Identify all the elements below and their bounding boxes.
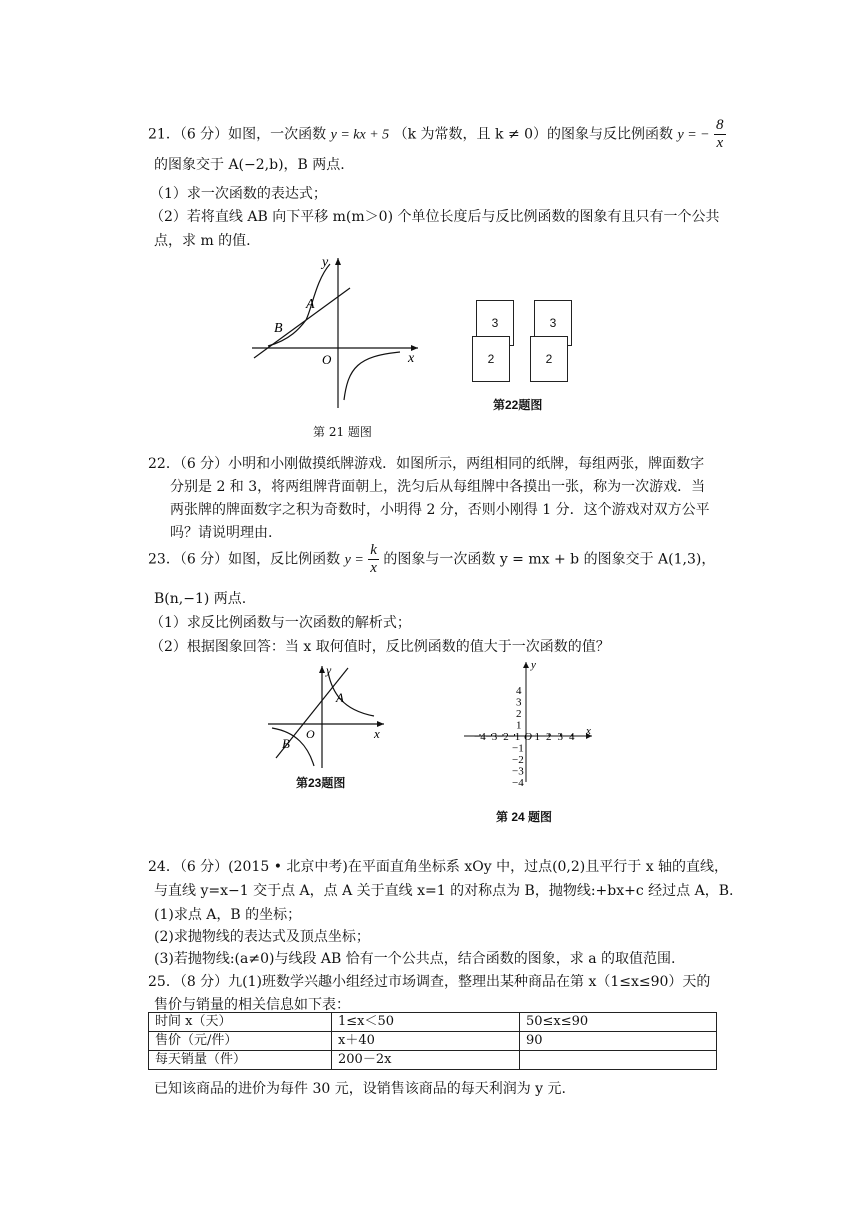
q22-line2: 分别是 2 和 3，将两组牌背面朝上，洗匀后从每组牌中各摸出一张，称为一次游戏．当 bbox=[170, 479, 706, 495]
table-cell: 时间 x（天） bbox=[149, 1013, 332, 1032]
q23-frac-num: k bbox=[370, 542, 377, 558]
q21-caption: 第 21 题图 bbox=[313, 425, 372, 439]
q21-part2: （2）若将直线 AB 向下平移 m(m＞0) 个单位长度后与反比例函数的图象有且只有一个公共 bbox=[150, 209, 720, 225]
q23-figure bbox=[262, 662, 392, 772]
fig24-xtick: 1 bbox=[534, 731, 540, 743]
q21-figure bbox=[240, 250, 430, 420]
fig24-ytick: −1 bbox=[512, 742, 524, 755]
q21-linear-expr: y = kx + 5 bbox=[330, 127, 390, 143]
q24-line1: 24．（6 分）(2015 • 北京中考)在平面直角坐标系 xOy 中，过点(0,2)且平行于 x 轴的直线， bbox=[148, 859, 729, 875]
q23-y: y = bbox=[344, 552, 364, 568]
q21-label-x: x bbox=[408, 351, 415, 366]
q23-label-b: B bbox=[282, 736, 290, 751]
q23-intro: 23．（6 分）如图，反比例函数 bbox=[148, 551, 341, 568]
q25-line2: 售价与销量的相关信息如下表： bbox=[154, 997, 350, 1013]
table-cell: 每天销量（件） bbox=[149, 1051, 332, 1070]
q21-label-y: y bbox=[322, 255, 329, 270]
table-cell: x＋40 bbox=[332, 1032, 520, 1051]
q24-part2: (2)求抛物线的表达式及顶点坐标； bbox=[154, 929, 370, 945]
q21-frac-num: 8 bbox=[716, 117, 724, 133]
q23-label-o: O bbox=[306, 727, 315, 741]
fig24-xtick: O bbox=[524, 731, 532, 743]
q21-number: 21．（6 分）如图，一次函数 bbox=[148, 126, 327, 143]
q23-hyperbola-right bbox=[328, 672, 374, 716]
fig24-ytick: −2 bbox=[512, 754, 524, 766]
q25-after: 已知该商品的进价为每件 30 元，设销售该商品的每天利润为 y 元. bbox=[154, 1081, 566, 1097]
q21-part1: （1）求一次函数的表达式； bbox=[150, 186, 327, 202]
q22-line4: 吗？请说明理由. bbox=[170, 525, 273, 541]
fig24-xtick: −3 bbox=[485, 731, 498, 743]
fig22-card-bottom-1: 2 bbox=[472, 336, 510, 382]
q21-fraction bbox=[714, 117, 726, 152]
fig24-label-x: x bbox=[586, 725, 591, 737]
fig22-card-bottom-2: 2 bbox=[530, 336, 568, 382]
fig24-ytick: 4 bbox=[516, 685, 522, 697]
fig24-ytick: 3 bbox=[516, 696, 522, 709]
table-cell: 200－2x bbox=[332, 1051, 520, 1070]
q21-label-o: O bbox=[322, 352, 332, 367]
q24-part1: (1)求点 A，B 的坐标； bbox=[154, 907, 302, 923]
q21-inverse-y: y = − bbox=[677, 127, 710, 143]
fig24-ytick: 1 bbox=[516, 719, 522, 732]
q21-y-arrow bbox=[335, 258, 341, 265]
fig24-ytick: 2 bbox=[516, 708, 522, 720]
fig24-ticks bbox=[474, 685, 575, 786]
fig22-card-top-2: 3 bbox=[534, 300, 572, 346]
q21-hyperbola-right bbox=[344, 352, 400, 400]
q21-condition: （k 为常数，且 k ≠ 0）的图象与反比例函数 bbox=[393, 126, 674, 143]
q21-label-a: A bbox=[306, 297, 315, 312]
q21-frac-den: x bbox=[716, 135, 724, 151]
q23-part1: （1）求反比例函数与一次函数的解析式； bbox=[150, 615, 411, 631]
q23-frac-den: x bbox=[370, 560, 377, 576]
q22-line1: 22．（6 分）小明和小刚做摸纸牌游戏．如图所示，两组相同的纸牌，每组两张，牌面数字 bbox=[148, 456, 705, 472]
q23-line1 bbox=[148, 542, 715, 577]
fig24-ytick: −3 bbox=[512, 765, 524, 778]
q22-line3: 两张牌的牌面数字之积为奇数时，小明得 2 分，否则小刚得 1 分．这个游戏对双方公平 bbox=[170, 502, 710, 518]
q21-line1 bbox=[148, 117, 726, 152]
table-cell: 1≤x＜50 bbox=[332, 1013, 520, 1032]
q25-line1: 25．（8 分）九(1)班数学兴趣小组经过市场调查，整理出某种商品在第 x（1≤x≤90）天的 bbox=[148, 974, 711, 990]
q21-line2: 的图象交于 A(−2,b)，B 两点. bbox=[154, 157, 345, 173]
fig24-grid bbox=[460, 656, 600, 786]
q24-part3: (3)若抛物线:(a≠0)与线段 AB 恰有一个公共点，结合函数的图象，求 a 的取值范围. bbox=[154, 951, 676, 967]
q23-label-y: y bbox=[326, 663, 332, 677]
q23-caption: 第23题图 bbox=[296, 776, 346, 790]
table-row bbox=[149, 1032, 717, 1051]
q25-table bbox=[148, 1012, 717, 1070]
q23-part2: （2）根据图象回答：当 x 取何值时，反比例函数的值大于一次函数的值？ bbox=[150, 639, 610, 655]
fig24-xtick: 3 bbox=[557, 731, 563, 743]
fig22-caption: 第22题图 bbox=[493, 398, 543, 412]
q23-intro-rest: 的图象与一次函数 y = mx + b 的图象交于 A(1,3)， bbox=[383, 551, 716, 568]
table-cell bbox=[520, 1051, 717, 1070]
table-cell: 售价（元/件） bbox=[149, 1032, 332, 1051]
fig24-label-y: y bbox=[531, 659, 536, 671]
q21-label-b: B bbox=[274, 321, 283, 336]
q23-label-a: A bbox=[336, 690, 344, 705]
q24-line2: 与直线 y=x−1 交于点 A，点 A 关于直线 x=1 的对称点为 B，抛物线:+bx+c 经过点 A，B. bbox=[154, 883, 734, 899]
q23-line2: B(n,−1) 两点. bbox=[154, 591, 247, 607]
fig24-xtick: −1 bbox=[508, 731, 521, 743]
fig24-caption: 第 24 题图 bbox=[496, 810, 553, 824]
fig22-card-top-1: 3 bbox=[476, 300, 514, 346]
q23-label-x: x bbox=[374, 726, 380, 741]
table-row bbox=[149, 1051, 717, 1070]
q23-fraction bbox=[368, 542, 379, 577]
fig24-xtick: −4 bbox=[474, 731, 486, 743]
q21-part2-cont: 点，求 m 的值. bbox=[154, 233, 251, 249]
fig24-ytick: −4 bbox=[512, 777, 524, 786]
table-cell: 90 bbox=[520, 1032, 717, 1051]
fig24-xtick: −2 bbox=[497, 731, 509, 743]
fig24-xtick: 4 bbox=[569, 731, 575, 743]
table-row bbox=[149, 1013, 717, 1032]
fig24-xtick: 2 bbox=[546, 731, 552, 743]
table-cell: 50≤x≤90 bbox=[520, 1013, 717, 1032]
